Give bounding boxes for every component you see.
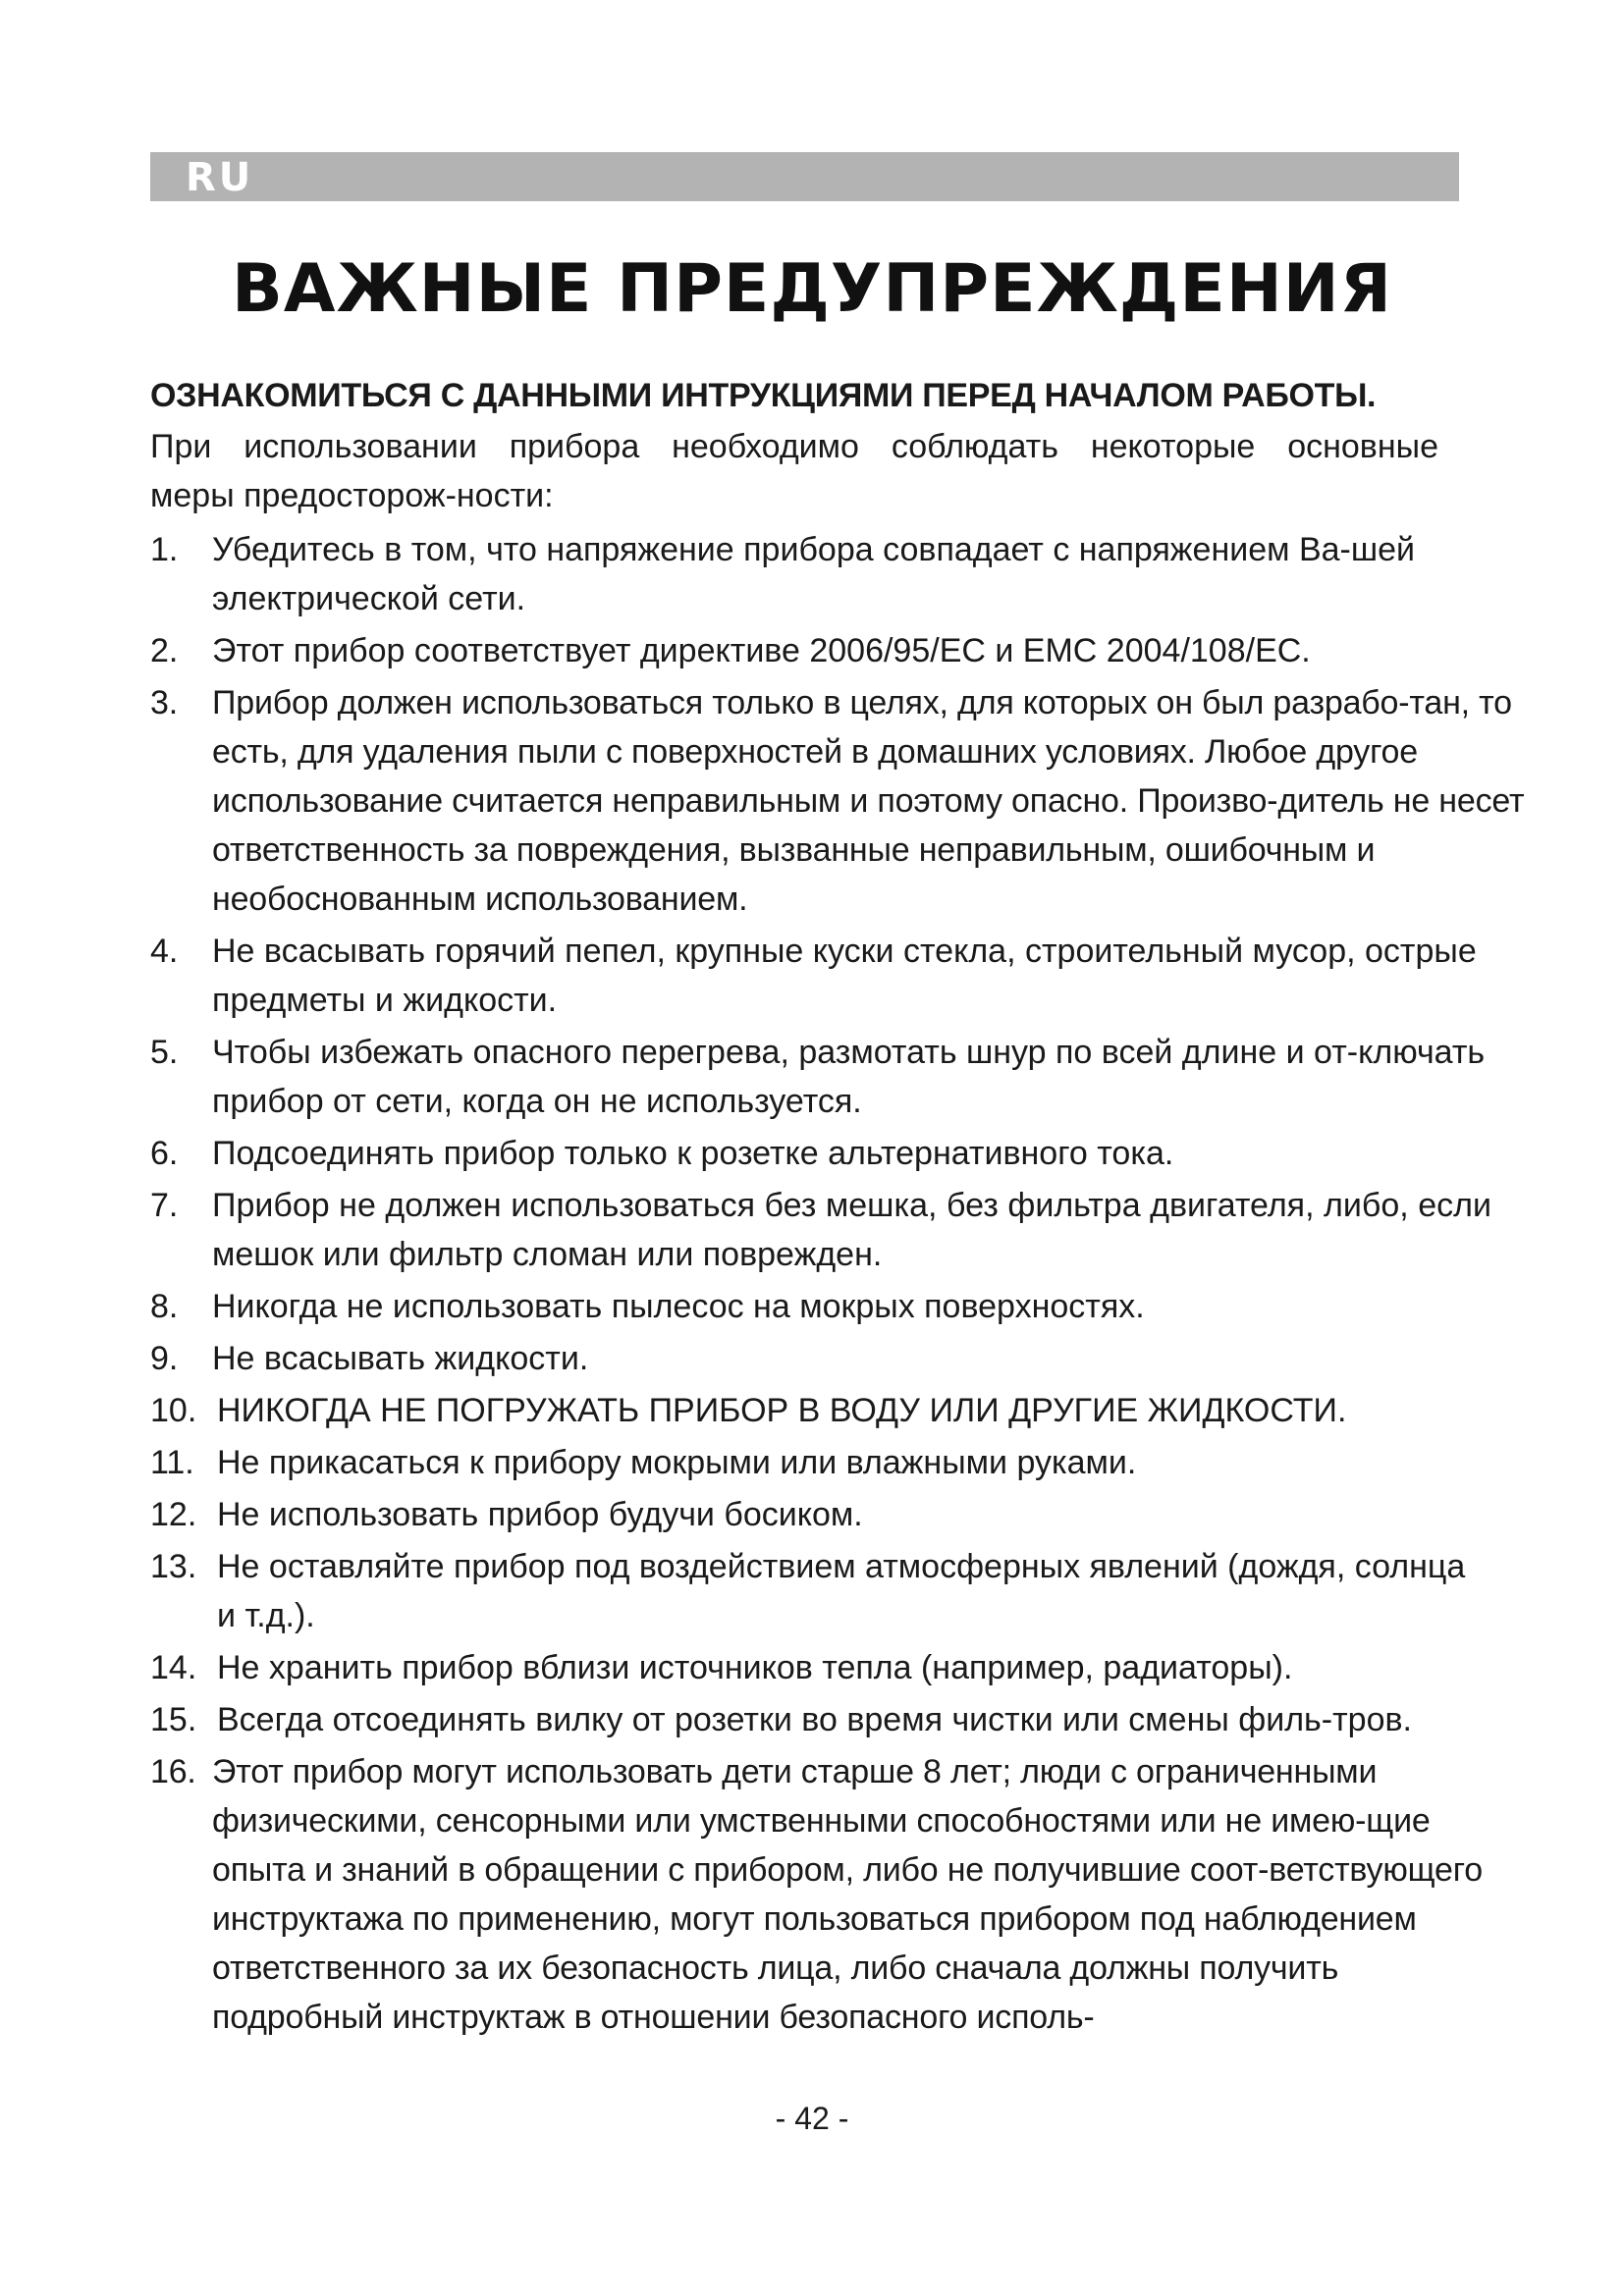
page-title: ВАЖНЫЕ ПРЕДУПРЕЖДЕНИЯ bbox=[231, 250, 1392, 328]
list-item-text: Не всасывать горячий пепел, крупные куски стекла, строительный мусор, острые предметы и жидкости. bbox=[212, 933, 1477, 1019]
intro-line-1: При использовании прибора необходимо соблюдать некоторые основные bbox=[150, 428, 1438, 465]
list-item bbox=[150, 1334, 1491, 1383]
list-item-text: Чтобы избежать опасного перегрева, размотать шнур по всей длине и от-ключать прибор от сети, когда он не используется. bbox=[212, 1034, 1486, 1120]
list-item bbox=[150, 1490, 1496, 1539]
list-item bbox=[150, 626, 1491, 675]
list-item bbox=[150, 1438, 1496, 1487]
list-item-number: 2. bbox=[150, 632, 179, 669]
list-item-text: Прибор должен использоваться только в целях, для которых он был разрабо-тан, то есть, для удаления пыли с поверхностей в домашних условиях. Любое другое использование считается неправильным и поэтому опасно. Произво-дитель не несет ответственность за повреждения, вызванные неправильным, ошибочным и необоснованным использованием. bbox=[212, 684, 1525, 918]
list-item-text: Не использовать прибор будучи босиком. bbox=[217, 1496, 863, 1533]
list-item-number: 6. bbox=[150, 1135, 179, 1172]
list-item-text: Не хранить прибор вблизи источников тепла (например, радиаторы). bbox=[217, 1649, 1293, 1686]
list-item-text: Не прикасаться к прибору мокрыми или влажными руками. bbox=[217, 1444, 1137, 1481]
list-item-number: 14. bbox=[150, 1649, 197, 1686]
list-item-number: 1. bbox=[150, 531, 179, 568]
list-item-number: 12. bbox=[150, 1496, 197, 1533]
intro-line-2: меры предосторож-ности: bbox=[150, 477, 554, 514]
list-item bbox=[150, 1643, 1496, 1692]
list-item-text: Прибор не должен использоваться без мешка, без фильтра двигателя, либо, если мешок или фильтр сломан или поврежден. bbox=[212, 1187, 1491, 1273]
list-item-text: Подсоединять прибор только к розетке альтернативного тока. bbox=[212, 1135, 1174, 1172]
list-item-number: 4. bbox=[150, 933, 179, 970]
list-item-number: 13. bbox=[150, 1548, 197, 1585]
list-item-number: 8. bbox=[150, 1288, 179, 1325]
list-item bbox=[150, 1129, 1491, 1178]
list-item-text: Этот прибор соответствует директиве 2006/95/ЕС и ЕМС 2004/108/ЕС. bbox=[212, 632, 1311, 669]
list-item-number: 5. bbox=[150, 1034, 179, 1071]
list-item-text: Этот прибор могут использовать дети старше 8 лет; люди с ограниченными физическими, сенсорными или умственными способностями или не имею-щие опыта и знаний в обращении с прибором, либо не получившие соот-ветствующего инструктажа по применению, могут пользоваться прибором под наблюдением ответственного за их безопасность лица, либо сначала должны получить подробный инструктаж в отношении безопасного исполь- bbox=[212, 1753, 1483, 2036]
list-item bbox=[150, 1542, 1474, 1640]
list-item bbox=[150, 1747, 1518, 2042]
list-item bbox=[150, 1282, 1491, 1331]
list-item bbox=[150, 1386, 1496, 1435]
page-number: - 42 - bbox=[775, 2101, 849, 2136]
list-item bbox=[150, 678, 1528, 924]
list-item bbox=[150, 1181, 1491, 1279]
list-item-text: Никогда не использовать пылесос на мокрых поверхностях. bbox=[212, 1288, 1145, 1325]
list-item bbox=[150, 1695, 1474, 1744]
language-label: RU bbox=[186, 155, 254, 200]
list-item-number: 7. bbox=[150, 1187, 179, 1224]
list-item-number: 16. bbox=[150, 1753, 196, 1790]
document-body bbox=[150, 371, 1525, 2045]
list-item-number: 3. bbox=[150, 684, 178, 721]
list-item-text: Убедитесь в том, что напряжение прибора совпадает с напряжением Ва-шей электрической сети. bbox=[212, 531, 1416, 617]
list-item bbox=[150, 525, 1491, 623]
list-item-number: 10. bbox=[150, 1392, 197, 1429]
language-bar bbox=[150, 152, 1459, 201]
list-item bbox=[150, 1028, 1491, 1126]
list-item-text: Всегда отсоединять вилку от розетки во время чистки или смены филь-тров. bbox=[217, 1701, 1412, 1738]
warnings-list bbox=[150, 525, 1525, 2042]
list-item-number: 9. bbox=[150, 1340, 179, 1377]
list-item-text: Не всасывать жидкости. bbox=[212, 1340, 589, 1377]
instructions-subtitle: ОЗНАКОМИТЬСЯ С ДАННЫМИ ИНТРУКЦИЯМИ ПЕРЕД НАЧАЛОМ РАБОТЫ. bbox=[150, 377, 1377, 414]
list-item-number: 11. bbox=[150, 1444, 194, 1481]
intro-paragraph bbox=[150, 422, 1438, 520]
list-item-number: 15. bbox=[150, 1701, 197, 1738]
list-item-text: НИКОГДА НЕ ПОГРУЖАТЬ ПРИБОР В ВОДУ ИЛИ ДРУГИЕ ЖИДКОСТИ. bbox=[217, 1392, 1347, 1429]
list-item bbox=[150, 927, 1491, 1025]
list-item-text: Не оставляйте прибор под воздействием атмосферных явлений (дождя, солнца и т.д.). bbox=[217, 1548, 1466, 1634]
